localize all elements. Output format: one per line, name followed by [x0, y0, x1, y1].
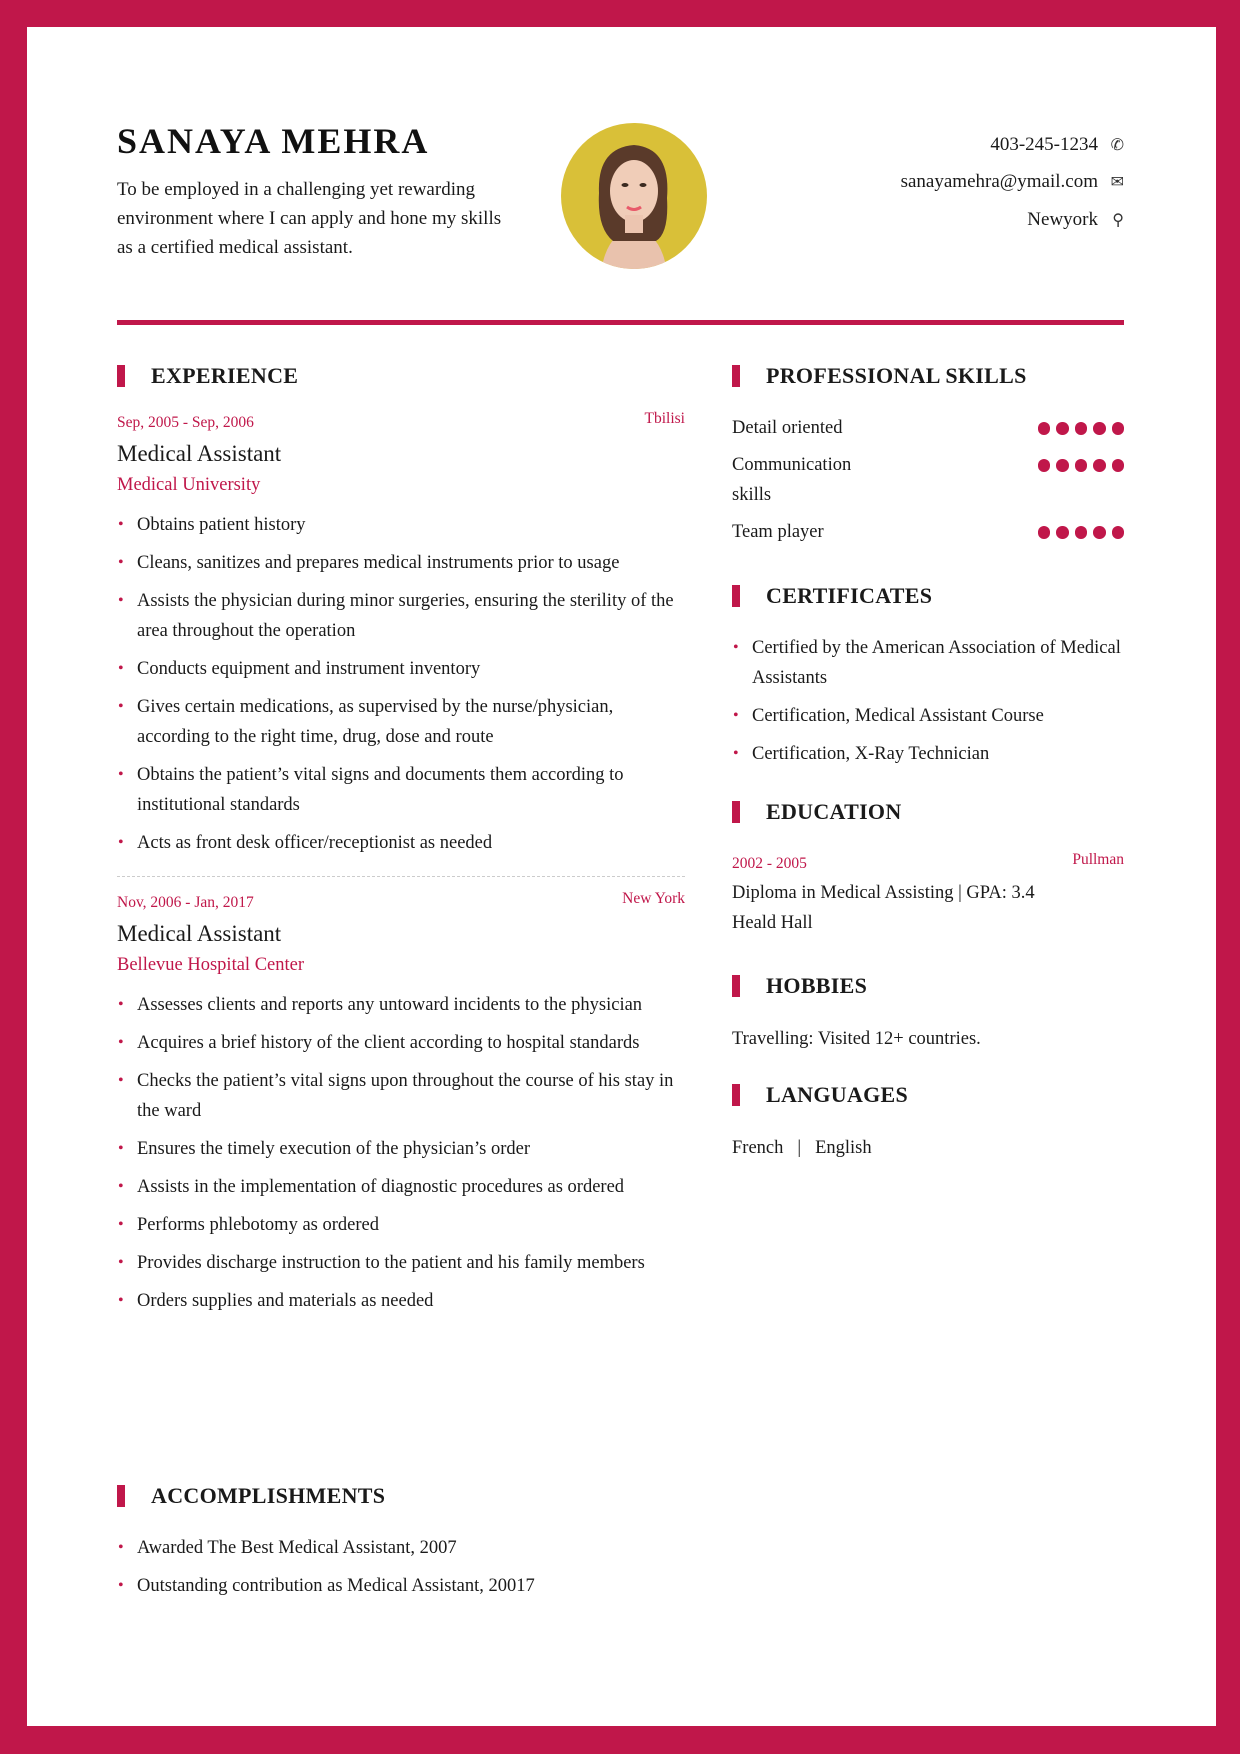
heading-bar [732, 585, 740, 607]
experience-entry [117, 410, 685, 858]
language-item: French [732, 1138, 784, 1158]
entry-company: Bellevue Hospital Center [117, 955, 305, 975]
bullet-icon: • [118, 1216, 124, 1233]
bullet-icon: • [118, 766, 124, 783]
entry-dates: Nov, 2006 - Jan, 2017 [117, 894, 254, 911]
rating-dot [1075, 459, 1088, 472]
bullet-icon: • [118, 1292, 124, 1309]
hobbies-section [732, 971, 1124, 1054]
entry-meta [117, 890, 685, 913]
heading-bar [732, 365, 740, 387]
skill-label: Communication skills [732, 455, 852, 505]
list-item-text: Provides discharge instruction to the patient and his family members [137, 1253, 645, 1273]
contact-phone [901, 126, 1124, 164]
list-item-text: Assesses clients and reports any untoward incidents to the physician [137, 995, 643, 1015]
entry-role: Medical Assistant [117, 921, 282, 946]
skills-section [732, 361, 1124, 554]
education-section [732, 797, 1124, 938]
skill-rating [1038, 422, 1125, 443]
bullet-icon: • [118, 516, 124, 533]
list-item [117, 1172, 685, 1202]
list-item [117, 692, 685, 752]
list-item [732, 633, 1124, 693]
envelope-icon: ✉ [1110, 174, 1124, 192]
list-item-text: Assists in the implementation of diagnostic procedures as ordered [137, 1177, 625, 1197]
education-meta [732, 851, 1124, 874]
entry-location: Tbilisi [644, 410, 685, 427]
list-item [117, 1533, 685, 1563]
rating-dot [1093, 459, 1106, 472]
bullet-icon: • [118, 1254, 124, 1271]
list-item-text: Obtains the patient’s vital signs and documents them according to institutional standards [137, 765, 624, 815]
section-title: CERTIFICATES [766, 583, 933, 608]
list-item [117, 1210, 685, 1240]
bullet-icon: • [118, 1140, 124, 1157]
heading-bar [117, 1485, 125, 1507]
section-heading [732, 361, 1124, 391]
list-item [117, 586, 685, 646]
rating-dot [1038, 422, 1051, 435]
bullet-icon: • [118, 1577, 124, 1594]
list-item-text: Assists the physician during minor surgeries, ensuring the sterility of the area throughout the operation [137, 591, 674, 641]
list-item [732, 739, 1124, 769]
rating-dot [1056, 422, 1069, 435]
list-item [117, 760, 685, 820]
phone-icon: ✆ [1110, 136, 1124, 154]
bullet-icon: • [118, 1178, 124, 1195]
list-item [732, 701, 1124, 731]
skill-row [732, 517, 1124, 547]
list-item-text: Obtains patient history [137, 515, 306, 535]
list-item-text: Orders supplies and materials as needed [137, 1291, 434, 1311]
list-item-text: Acts as front desk officer/receptionist as needed [137, 833, 493, 853]
list-item-text: Certification, Medical Assistant Course [752, 706, 1044, 726]
entry-location: New York [622, 890, 685, 907]
bullet-icon: • [733, 639, 739, 656]
rating-dot [1112, 459, 1125, 472]
rating-dot [1093, 422, 1106, 435]
list-item [117, 1028, 685, 1058]
education-dates: 2002 - 2005 [732, 855, 807, 872]
contact-email [901, 164, 1124, 202]
candidate-name: SANAYA MEHRA [117, 121, 430, 161]
list-item [117, 1248, 685, 1278]
section-title: EXPERIENCE [151, 363, 299, 388]
entry-meta [117, 410, 685, 433]
list-item-text: Checks the patient’s vital signs upon throughout the course of his stay in the ward [137, 1071, 674, 1121]
skill-row [732, 450, 1124, 510]
bullet-icon: • [118, 554, 124, 571]
entry-role: Medical Assistant [117, 441, 282, 466]
language-separator: | [797, 1138, 802, 1158]
list-item [117, 1571, 685, 1601]
list-item-text: Certified by the American Association of Medical Assistants [752, 638, 1121, 688]
section-heading [732, 581, 1124, 611]
skill-rating [1038, 459, 1125, 510]
rating-dot [1038, 459, 1051, 472]
list-item [117, 828, 685, 858]
heading-bar [732, 801, 740, 823]
list-item-text: Certification, X-Ray Technician [752, 744, 990, 764]
bullet-icon: • [118, 698, 124, 715]
bullet-icon: • [733, 707, 739, 724]
list-item [117, 990, 685, 1020]
rating-dot [1075, 526, 1088, 539]
bullet-icon: • [118, 834, 124, 851]
education-school: Heald Hall [732, 913, 813, 933]
rating-dot [1038, 526, 1051, 539]
header-divider [117, 320, 1124, 325]
objective: To be employed in a challenging yet rewarding environment where I can apply and hone my skills as a certified medical assistant. [117, 179, 502, 258]
bullet-icon: • [118, 660, 124, 677]
rating-dot [1056, 459, 1069, 472]
languages-list [732, 1133, 1124, 1163]
list-item [117, 1134, 685, 1164]
certificates-section [732, 581, 1124, 777]
bullet-icon: • [118, 1034, 124, 1051]
entry-dates: Sep, 2005 - Sep, 2006 [117, 414, 254, 431]
heading-bar [117, 365, 125, 387]
skill-row [732, 413, 1124, 443]
rating-dot [1112, 526, 1125, 539]
rating-dot [1112, 422, 1125, 435]
section-heading [732, 1080, 1124, 1110]
section-title: PROFESSIONAL SKILLS [766, 363, 1027, 388]
entry-separator [117, 876, 685, 877]
location-pin-icon: ⚲ [1112, 211, 1124, 229]
section-title: EDUCATION [766, 799, 902, 824]
list-item-text: Gives certain medications, as supervised by the nurse/physician, according to the right time, drug, dose and route [137, 697, 614, 747]
education-degree: Diploma in Medical Assisting | GPA: 3.4 [732, 883, 1035, 903]
location-text: Newyork [1027, 208, 1098, 230]
phone-text: 403-245-1234 [990, 133, 1098, 155]
bullet-icon: • [118, 996, 124, 1013]
list-item [117, 1286, 685, 1316]
list-item-text: Performs phlebotomy as ordered [137, 1215, 379, 1235]
section-title: HOBBIES [766, 973, 868, 998]
section-heading [732, 971, 1124, 1001]
rating-dot [1056, 526, 1069, 539]
rating-dot [1075, 422, 1088, 435]
heading-bar [732, 1084, 740, 1106]
bullet-icon: • [118, 1072, 124, 1089]
experience-section [117, 361, 685, 1324]
section-title: ACCOMPLISHMENTS [151, 1483, 386, 1508]
contact-location [901, 201, 1124, 239]
profile-photo [561, 123, 707, 269]
hobbies-text: Travelling: Visited 12+ countries. [732, 1029, 981, 1049]
list-item [117, 654, 685, 684]
skill-label: Detail oriented [732, 418, 843, 438]
language-item: English [815, 1138, 872, 1158]
list-item-text: Outstanding contribution as Medical Assistant, 20017 [137, 1576, 535, 1596]
skill-rating [1038, 526, 1125, 547]
bullet-icon: • [733, 745, 739, 762]
entry-company: Medical University [117, 475, 261, 495]
list-item [117, 1066, 685, 1126]
rating-dot [1093, 526, 1106, 539]
bullet-icon: • [118, 1539, 124, 1556]
education-location: Pullman [1072, 851, 1124, 868]
section-title: LANGUAGES [766, 1082, 909, 1107]
list-item-text: Awarded The Best Medical Assistant, 2007 [137, 1538, 457, 1558]
list-item [117, 510, 685, 540]
section-heading [117, 1481, 685, 1511]
bullet-icon: • [118, 592, 124, 609]
section-heading [117, 361, 685, 391]
list-item [117, 548, 685, 578]
heading-bar [732, 975, 740, 997]
contact-info [901, 126, 1124, 239]
experience-entry [117, 890, 685, 1316]
list-item-text: Ensures the timely execution of the physician’s order [137, 1139, 531, 1159]
list-item-text: Cleans, sanitizes and prepares medical instruments prior to usage [137, 553, 620, 573]
section-heading [732, 797, 1124, 827]
skill-label: Team player [732, 522, 824, 542]
email-text: sanayamehra@ymail.com [900, 171, 1098, 193]
languages-section [732, 1080, 1124, 1163]
accomplishments-section [117, 1481, 685, 1609]
list-item-text: Acquires a brief history of the client according to hospital standards [137, 1033, 640, 1053]
list-item-text: Conducts equipment and instrument inventory [137, 659, 481, 679]
